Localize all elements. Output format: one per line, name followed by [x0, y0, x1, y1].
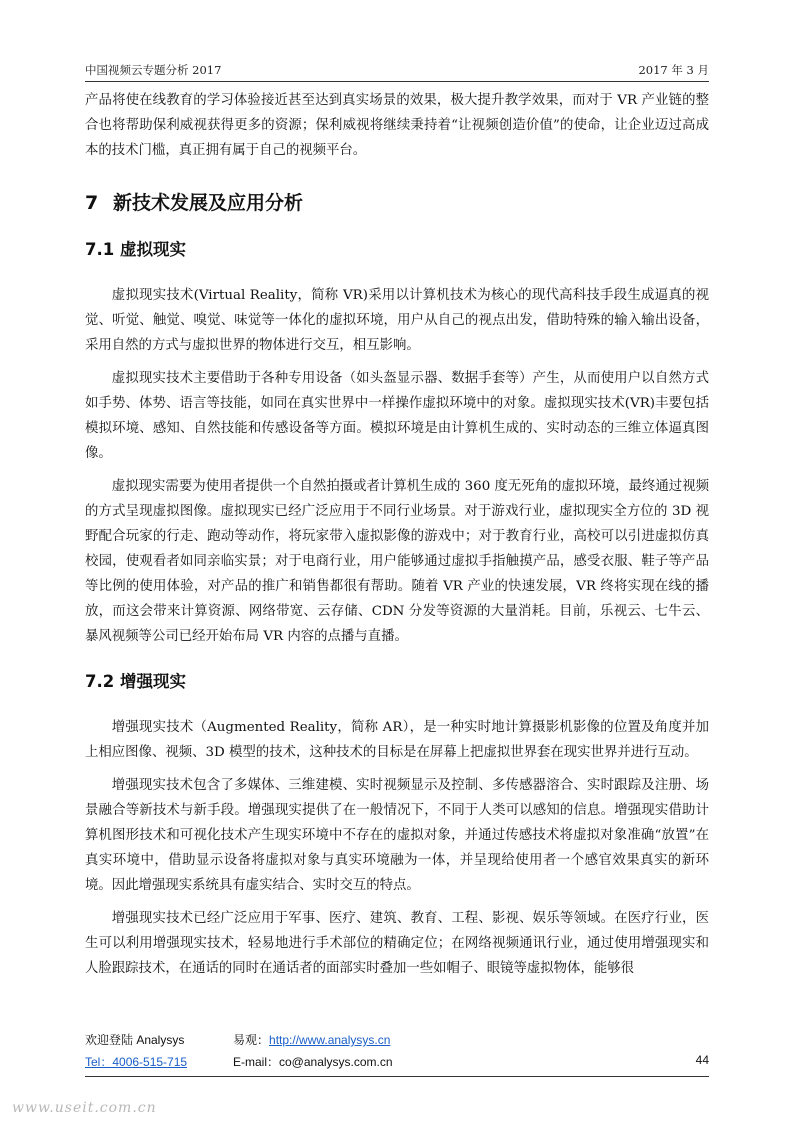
header-date: 2017 年 3 月	[638, 63, 709, 77]
ar-paragraph-1: 增强现实技术（Augmented Reality，简称 AR），是一种实时地计算摄影机影像的位置及角度并加上相应图像、视频、3D 模型的技术，这种技术的目标是在屏幕上把虚拟世界套在现实世界并进行互动。	[85, 720, 709, 760]
vr-paragraph-1: 虚拟现实技术(Virtual Reality，简称 VR)采用以计算机技术为核心的现代高科技手段生成逼真的视觉、听觉、触觉、嗅觉、味觉等一体化的虚拟环境，用户从自己的视点出发，借助特殊的输入输出设备，采用自然的方式与虚拟世界的物体进行交互，相互影响。	[85, 288, 709, 353]
watermark-text: www.useit.com.cn	[12, 1100, 157, 1116]
footer-site-label: 易观：	[233, 1033, 270, 1047]
footer-welcome: 欢迎登陆 Analysys	[85, 1033, 185, 1047]
footer-website	[233, 1031, 390, 1048]
section-heading-vr: 7.1 虚拟现实	[85, 240, 186, 259]
page-body	[85, 88, 709, 981]
footer-phone-link[interactable]: Tel：4006-515-715	[85, 1055, 188, 1069]
chapter-number: 7	[85, 192, 99, 214]
vr-paragraph-2: 虚拟现实技术主要借助于各种专用设备（如头盔显示器、数据手套等）产生，从而使用户以自然方式如手势、体势、语言等技能，如同在真实世界中一样操作虚拟环境中的对象。虚拟现实技术(VR)丰要包括模拟环境、感知、自然技能和传感设备等方面。模拟环境是由计算机生成的、实时动态的三维立体逼真图像。	[85, 371, 709, 461]
page-footer	[85, 1031, 709, 1077]
page-number: 44	[695, 1053, 709, 1067]
vr-paragraph-3: 虚拟现实需要为使用者提供一个自然拍摄或者计算机生成的 360 度无死角的虚拟环境，最终通过视频的方式呈现虚拟图像。虚拟现实已经广泛应用于不同行业场景。对于游戏行业，虚拟现实全方位的 3D 视野配合玩家的行走、跑动等动作，将玩家带入虚拟影像的游戏中；对于教育行业，高校可以引进虚拟仿真校园，使观看者如同亲临实景；对于电商行业，用户能够通过虚拟手指触摸产品，感受衣服、鞋子等产品等比例的使用体验，对产品的推广和销售都很有帮助。随着 VR 产业的快速发展，VR 终将实现在线的播放，而这会带来计算资源、网络带宽、云存储、CDN 分发等资源的大量消耗。目前，乐视云、七牛云、暴风视频等公司已经开始布局 VR 内容的点播与直播。	[85, 479, 709, 644]
header-doc-title: 中国视频云专题分析 2017	[85, 63, 222, 77]
ar-paragraph-2: 增强现实技术包含了多媒体、三维建模、实时视频显示及控制、多传感器溶合、实时跟踪及注册、场景融合等新技术与新手段。增强现实提供了在一般情况下，不同于人类可以感知的信息。增强现实借助计算机图形技术和可视化技术产生现实环境中不存在的虚拟对象，并通过传感技术将虚拟对象准确“放置”在真实环境中，借助显示设备将虚拟对象与真实环境融为一体，并呈现给使用者一个感官效果真实的新环境。因此增强现实系统具有虚实结合、实时交互的特点。	[85, 778, 709, 893]
ar-paragraph-3: 增强现实技术已经广泛应用于军事、医疗、建筑、教育、工程、影视、娱乐等领域。在医疗行业，医生可以利用增强现实技术，轻易地进行手术部位的精确定位；在网络视频通讯行业，通过使用增强现实和人脸跟踪技术，在通话的同时在通话者的面部实时叠加一些如帽子、眼镜等虚拟物体，能够很	[85, 911, 709, 976]
chapter-title: 新技术发展及应用分析	[113, 192, 304, 214]
intro-paragraph: 产品将使在线教育的学习体验接近甚至达到真实场景的效果，极大提升教学效果，而对于 VR 产业链的整合也将帮助保利威视获得更多的资源；保利威视将继续秉持着“让视频创造价值”的使命，让企业迈过高成本的技术门槛，真正拥有属于自己的视频平台。	[85, 93, 709, 158]
footer-rule	[85, 1076, 709, 1077]
chapter-heading	[85, 189, 709, 217]
footer-email: E-mail：co@analysys.com.cn	[233, 1055, 393, 1069]
page-header	[85, 58, 709, 82]
section-heading-ar: 7.2 增强现实	[85, 672, 186, 691]
header-rule	[85, 81, 709, 82]
footer-site-link[interactable]: http://www.analysys.cn	[269, 1033, 391, 1047]
